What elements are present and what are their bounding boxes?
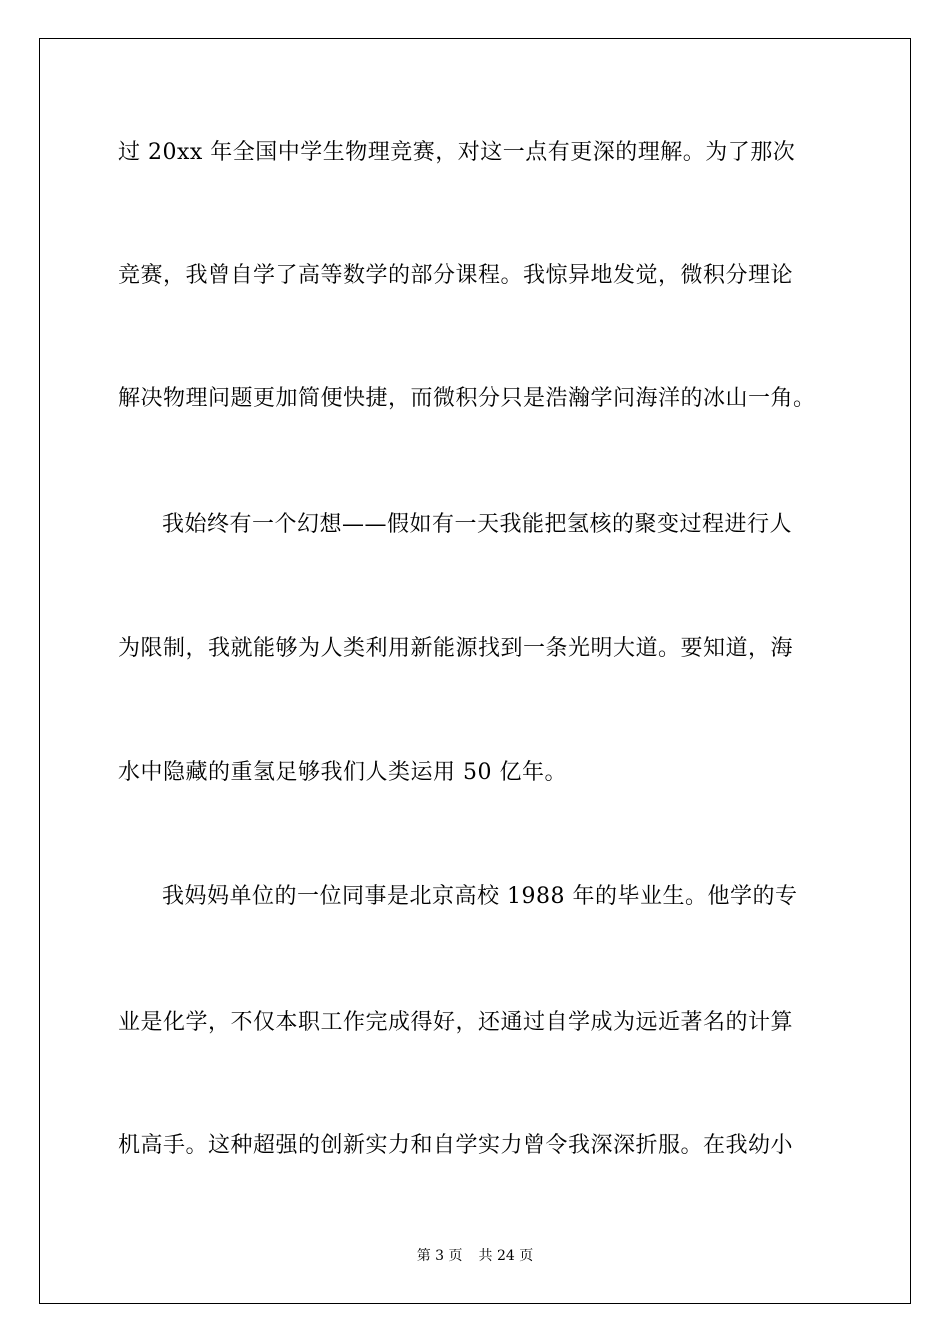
text-line-6: 水中隐藏的重氢足够我们人类运用 50 亿年。 — [118, 760, 567, 785]
page-border — [39, 38, 911, 1304]
text-line-3: 解决物理问题更加简便快捷，而微积分只是浩瀚学问海洋的冰山一角。 — [118, 386, 816, 411]
text-line-4: 我始终有一个幻想——假如有一天我能把氢核的聚变过程进行人 — [162, 512, 793, 537]
text-line-1: 过 20xx 年全国中学生物理竞赛，对这一点有更深的理解。为了那次 — [118, 140, 796, 165]
page-number: 第 3 页 — [416, 1248, 463, 1264]
text-line-9: 机高手。这种超强的创新实力和自学实力曾令我深深折服。在我幼小 — [118, 1133, 794, 1158]
page-total: 共 24 页 — [478, 1248, 534, 1264]
page-footer — [0, 1247, 950, 1265]
text-line-7: 我妈妈单位的一位同事是北京高校 1988 年的毕业生。他学的专 — [162, 884, 798, 909]
text-line-8: 业是化学，不仅本职工作完成得好，还通过自学成为远近著名的计算 — [118, 1010, 794, 1035]
text-line-2: 竞赛，我曾自学了高等数学的部分课程。我惊异地发觉，微积分理论 — [118, 263, 794, 288]
text-line-5: 为限制，我就能够为人类利用新能源找到一条光明大道。要知道，海 — [118, 636, 794, 661]
